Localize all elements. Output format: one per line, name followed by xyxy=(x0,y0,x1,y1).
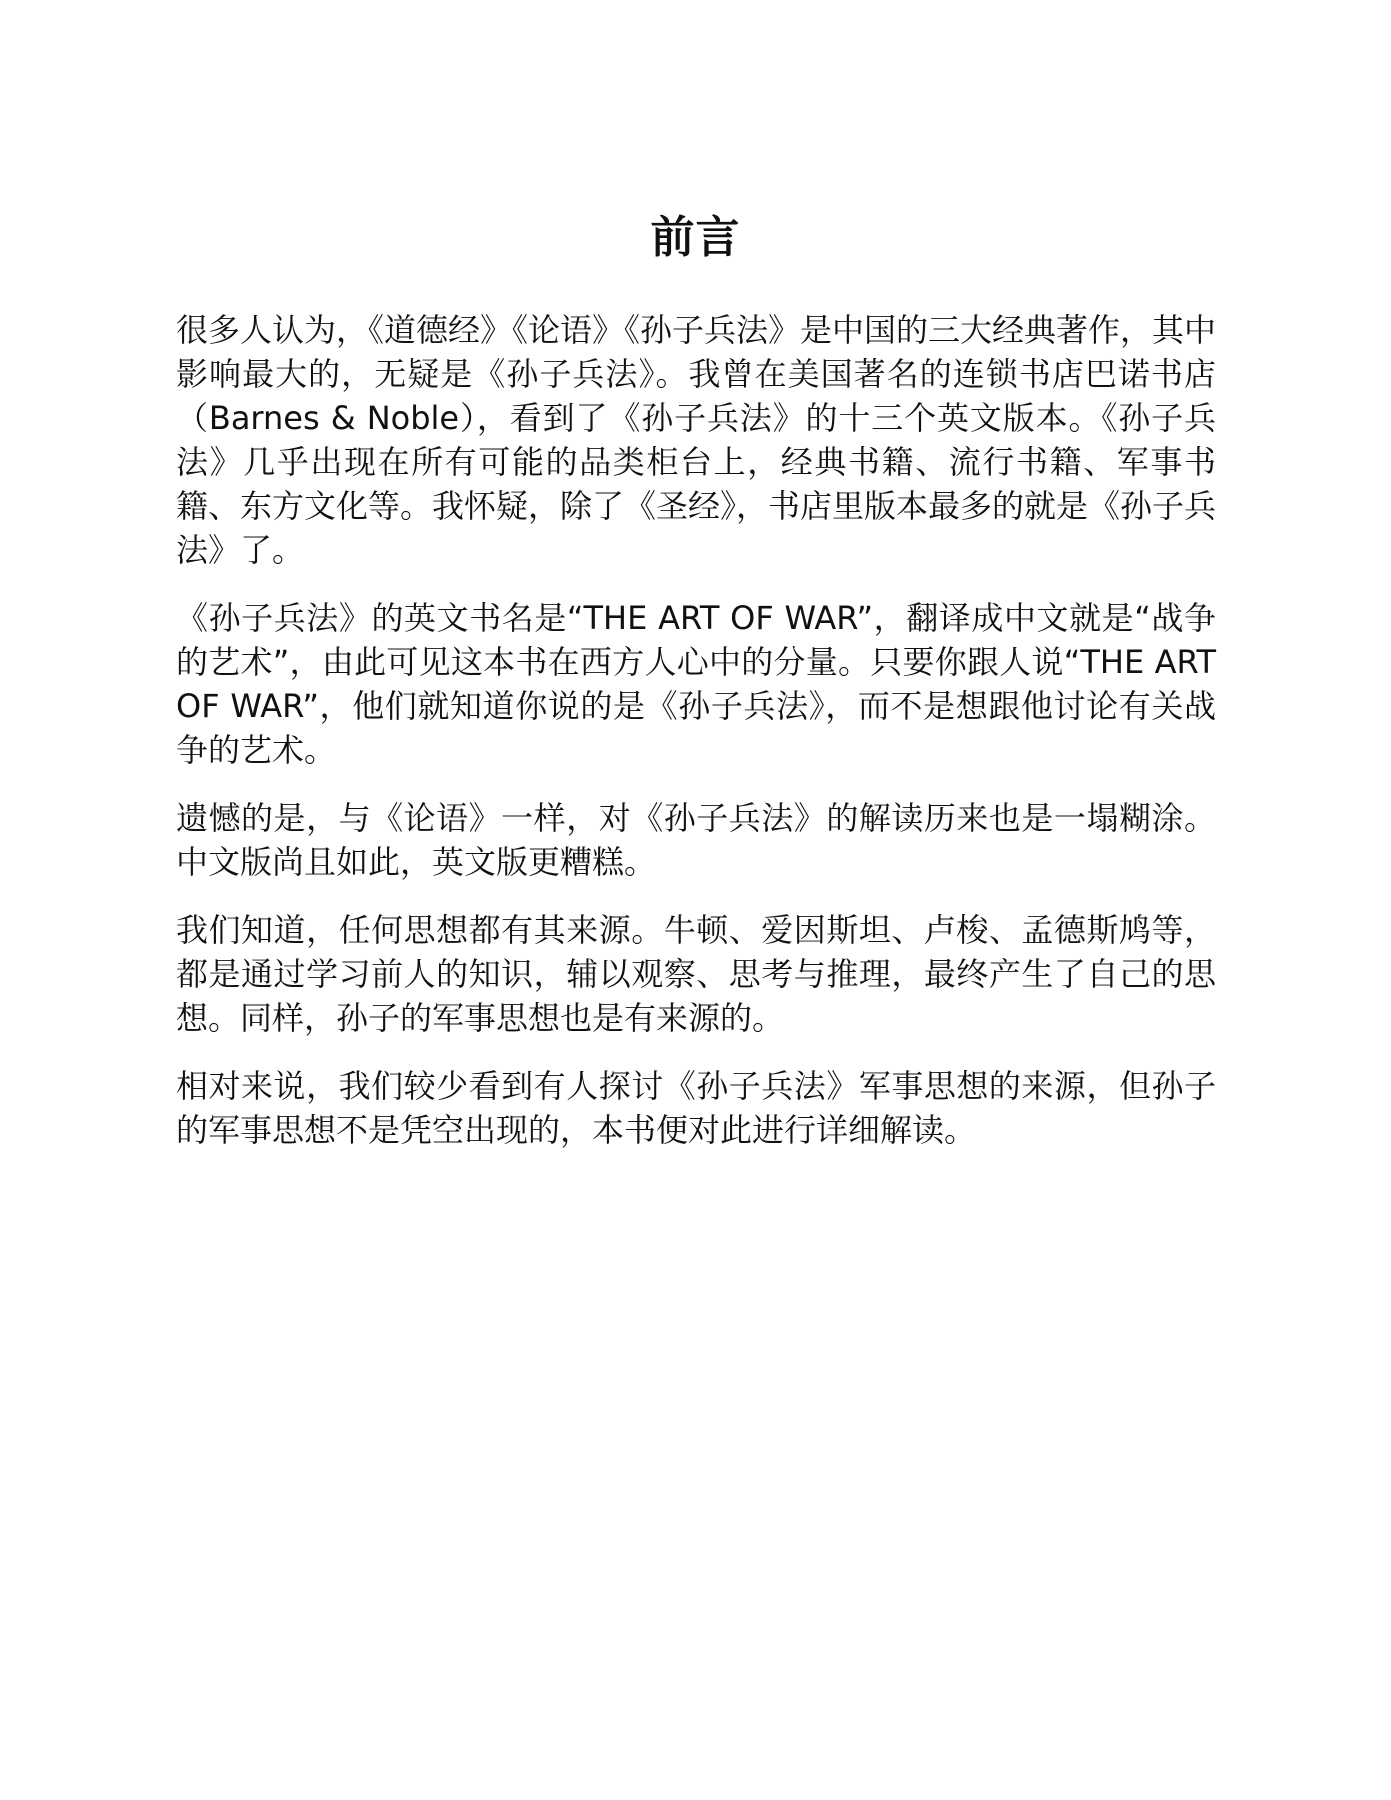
paragraph-3: 遗憾的是，与《论语》一样，对《孙子兵法》的解读历来也是一塌糊涂。中文版尚且如此，英文版更糟糕。 xyxy=(176,799,1216,881)
paragraph-2: 《孙子兵法》的英文书名是“THE ART OF WAR”，翻译成中文就是“战争的艺术”，由此可见这本书在西方人心中的分量。只要你跟人说“THE ART OF WAR”，他们就知道你说的是《孙子兵法》，而不是想跟他讨论有关战争的艺术。 xyxy=(176,599,1216,769)
body-text xyxy=(176,308,1216,1176)
paragraph-1: 很多人认为，《道德经》《论语》《孙子兵法》是中国的三大经典著作，其中影响最大的，无疑是《孙子兵法》。我曾在美国著名的连锁书店巴诺书店（Barnes & Noble），看到了《孙子兵法》的十三个英文版本。《孙子兵法》几乎出现在所有可能的品类柜台上，经典书籍、流行书籍、军事书籍、东方文化等。我怀疑，除了《圣经》，书店里版本最多的就是《孙子兵法》了。 xyxy=(176,311,1217,569)
paragraph-4: 我们知道，任何思想都有其来源。牛顿、爱因斯坦、卢梭、孟德斯鸠等，都是通过学习前人的知识，辅以观察、思考与推理，最终产生了自己的思想。同样，孙子的军事思想也是有来源的。 xyxy=(176,911,1216,1037)
page-title: 前言 xyxy=(650,212,741,263)
paragraph-5: 相对来说，我们较少看到有人探讨《孙子兵法》军事思想的来源，但孙子的军事思想不是凭空出现的，本书便对此进行详细解读。 xyxy=(176,1067,1216,1149)
